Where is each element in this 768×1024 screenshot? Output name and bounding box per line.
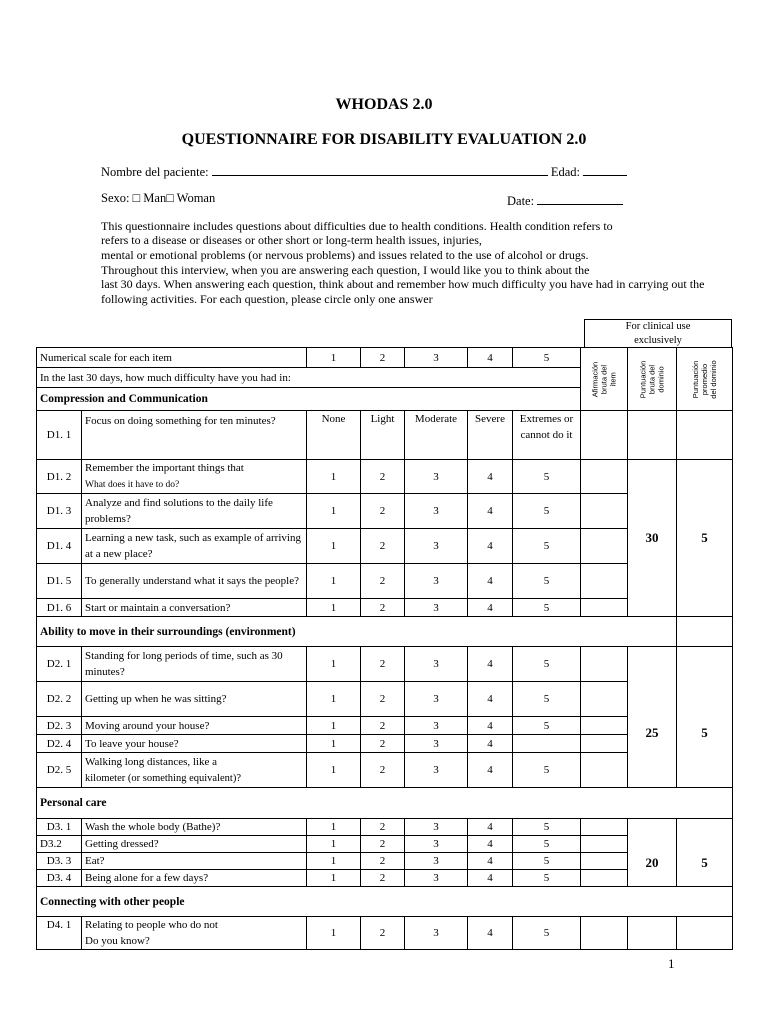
- option-5[interactable]: 5: [513, 647, 581, 682]
- clinical-col-raw-label: Puntuación bruta del dominio: [638, 360, 666, 398]
- section-spacer: [677, 617, 733, 647]
- option-4[interactable]: 4: [468, 460, 513, 494]
- patient-name-field[interactable]: [212, 164, 548, 176]
- item-code: D4. 1: [37, 917, 82, 950]
- avg-score-cell: [677, 411, 733, 460]
- option-1[interactable]: 1: [307, 599, 361, 617]
- table-row: [37, 460, 733, 494]
- item-score-cell[interactable]: [581, 599, 628, 617]
- option-3[interactable]: 3: [405, 853, 468, 870]
- option-4[interactable]: 4: [468, 494, 513, 529]
- option-4[interactable]: 4: [468, 647, 513, 682]
- section-title: Compression and Communication: [37, 388, 581, 411]
- raw-score-cell: [628, 411, 677, 460]
- option-3[interactable]: 3: [405, 494, 468, 529]
- item-text: Wash the whole body (Bathe)?: [82, 819, 307, 836]
- answer-label: None: [307, 411, 361, 460]
- option-5[interactable]: 5: [513, 753, 581, 788]
- sex-label: Sexo:: [101, 191, 130, 205]
- option-3[interactable]: 3: [405, 564, 468, 599]
- option-1[interactable]: 1: [307, 682, 361, 717]
- answer-label: Light: [361, 411, 405, 460]
- domain-raw-score: 30: [628, 460, 677, 617]
- option-5[interactable]: 5: [513, 717, 581, 735]
- whodas-table: [36, 347, 733, 950]
- intro-line: refers to a disease or diseases or other short or long-term health issues, injuries,: [101, 233, 482, 247]
- option-2[interactable]: 2: [361, 836, 405, 853]
- item-code: D1. 2: [37, 460, 82, 494]
- option-4[interactable]: 4: [468, 819, 513, 836]
- clinical-col-item-label: Afirmación bruta del ítem: [590, 361, 618, 397]
- option-2[interactable]: 2: [361, 735, 405, 753]
- table-row: [37, 819, 733, 836]
- clinical-col-avg: [677, 348, 733, 411]
- option-1[interactable]: 1: [307, 753, 361, 788]
- item-score-cell[interactable]: [581, 853, 628, 870]
- item-code: D1. 4: [37, 529, 82, 564]
- item-text: To generally understand what it says the people?: [82, 564, 307, 599]
- section-title: Ability to move in their surroundings (environment): [37, 617, 677, 647]
- scale-row: [37, 348, 733, 368]
- option-4[interactable]: 4: [468, 735, 513, 753]
- item-score-cell[interactable]: [581, 529, 628, 564]
- option-2[interactable]: 2: [361, 529, 405, 564]
- option-1[interactable]: 1: [307, 647, 361, 682]
- item-score-cell[interactable]: [581, 836, 628, 853]
- table-row: [37, 411, 733, 460]
- intro-line: Throughout this interview, when you are answering each question, I would like you to think about the: [101, 263, 590, 277]
- clinical-col-item: [581, 348, 628, 411]
- option-5[interactable]: 5: [513, 836, 581, 853]
- period-label: In the last 30 days, how much difficulty have you had in:: [37, 368, 581, 388]
- option-3[interactable]: 3: [405, 682, 468, 717]
- domain-raw-score: 25: [628, 647, 677, 788]
- sex-options[interactable]: □ Man□ Woman: [132, 191, 216, 205]
- option-3[interactable]: 3: [405, 599, 468, 617]
- item-code: D3. 4: [37, 870, 82, 887]
- option-1[interactable]: 1: [307, 853, 361, 870]
- item-text: Being alone for a few days?: [82, 870, 307, 887]
- item-text: Walking long distances, like a kilometer (or something equivalent)?: [82, 753, 307, 788]
- scale-value: 5: [513, 348, 581, 368]
- page-number: 1: [668, 956, 675, 971]
- clinical-use-header: [584, 319, 732, 348]
- option-2[interactable]: 2: [361, 819, 405, 836]
- item-code: D2. 2: [37, 682, 82, 717]
- option-2[interactable]: 2: [361, 717, 405, 735]
- item-score-cell[interactable]: [581, 647, 628, 682]
- option-2[interactable]: 2: [361, 460, 405, 494]
- option-2[interactable]: 2: [361, 647, 405, 682]
- option-1[interactable]: 1: [307, 529, 361, 564]
- item-code: D3.2: [37, 836, 82, 853]
- option-1[interactable]: 1: [307, 917, 361, 950]
- option-1[interactable]: 1: [307, 819, 361, 836]
- age-field[interactable]: [583, 164, 627, 176]
- option-5[interactable]: 5: [513, 682, 581, 717]
- item-text: Getting dressed?: [82, 836, 307, 853]
- age-label: Edad:: [550, 165, 581, 179]
- item-code: D3. 1: [37, 819, 82, 836]
- avg-score-cell: [677, 917, 733, 950]
- domain-raw-score: 20: [628, 819, 677, 887]
- option-5[interactable]: 5: [513, 917, 581, 950]
- option-2[interactable]: 2: [361, 753, 405, 788]
- item-text: Getting up when he was sitting?: [82, 682, 307, 717]
- option-4[interactable]: 4: [468, 870, 513, 887]
- item-code: D2. 4: [37, 735, 82, 753]
- option-5[interactable]: 5: [513, 599, 581, 617]
- item-text: Moving around your house?: [82, 717, 307, 735]
- item-score-cell[interactable]: [581, 870, 628, 887]
- option-4[interactable]: 4: [468, 529, 513, 564]
- option-4[interactable]: 4: [468, 564, 513, 599]
- option-4[interactable]: 4: [468, 717, 513, 735]
- section-header-row: [37, 617, 733, 647]
- raw-score-cell: [628, 917, 677, 950]
- option-5[interactable]: 5: [513, 819, 581, 836]
- intro-line: last 30 days. When answering each question, think about and remember how much difficulty you have had in carrying out the: [101, 277, 705, 291]
- date-row: [507, 193, 623, 209]
- option-2[interactable]: 2: [361, 564, 405, 599]
- item-code: D2. 1: [37, 647, 82, 682]
- option-5[interactable]: 5: [513, 853, 581, 870]
- item-score-cell[interactable]: [581, 735, 628, 753]
- option-2[interactable]: 2: [361, 599, 405, 617]
- option-5[interactable]: 5: [513, 564, 581, 599]
- sex-row: [101, 191, 215, 206]
- answer-label: Severe: [468, 411, 513, 460]
- option-5-empty[interactable]: [513, 735, 581, 753]
- option-3[interactable]: 3: [405, 917, 468, 950]
- domain-avg-score: 5: [677, 460, 733, 617]
- item-text: Eat?: [82, 853, 307, 870]
- answer-label: Extremes or cannot do it: [513, 411, 581, 460]
- item-score-cell[interactable]: [581, 494, 628, 529]
- date-label: Date:: [507, 194, 535, 208]
- option-3[interactable]: 3: [405, 735, 468, 753]
- answer-label: Moderate: [405, 411, 468, 460]
- item-text: Analyze and find solutions to the daily life problems?: [82, 494, 307, 529]
- patient-name-row: [101, 164, 627, 180]
- item-score-cell[interactable]: [581, 564, 628, 599]
- domain-avg-score: 5: [677, 819, 733, 887]
- table-row: [37, 647, 733, 682]
- option-2[interactable]: 2: [361, 870, 405, 887]
- option-3[interactable]: 3: [405, 836, 468, 853]
- document-subtitle: QUESTIONNAIRE FOR DISABILITY EVALUATION 2.0: [181, 131, 587, 148]
- item-score-cell[interactable]: [581, 917, 628, 950]
- scale-value: 4: [468, 348, 513, 368]
- section-header-row: [37, 887, 733, 917]
- item-code: D1. 1: [37, 411, 82, 460]
- option-3[interactable]: 3: [405, 753, 468, 788]
- clinical-col-avg-label: Puntuación promedio del dominio: [691, 359, 718, 399]
- item-score-cell[interactable]: [581, 460, 628, 494]
- item-code: D1. 3: [37, 494, 82, 529]
- option-5[interactable]: 5: [513, 529, 581, 564]
- scale-value: 2: [361, 348, 405, 368]
- item-text: Start or maintain a conversation?: [82, 599, 307, 617]
- option-3[interactable]: 3: [405, 460, 468, 494]
- item-score-cell[interactable]: [581, 753, 628, 788]
- option-4[interactable]: 4: [468, 682, 513, 717]
- item-text: Learning a new task, such as example of arriving at a new place?: [82, 529, 307, 564]
- patient-name-label: Nombre del paciente:: [101, 165, 209, 179]
- scale-value: 1: [307, 348, 361, 368]
- intro-line: mental or emotional problems (or nervous problems) and issues related to the use of alcohol or drugs.: [101, 248, 589, 262]
- option-1[interactable]: 1: [307, 460, 361, 494]
- item-text: Standing for long periods of time, such as 30 minutes?: [82, 647, 307, 682]
- section-title: Personal care: [37, 788, 733, 819]
- option-1[interactable]: 1: [307, 735, 361, 753]
- option-2[interactable]: 2: [361, 682, 405, 717]
- option-4[interactable]: 4: [468, 917, 513, 950]
- item-text: Remember the important things that What does it have to do?: [82, 460, 307, 494]
- section-title: Connecting with other people: [37, 887, 733, 917]
- document-title: WHODAS 2.0: [335, 96, 433, 113]
- option-4[interactable]: 4: [468, 753, 513, 788]
- item-score-cell[interactable]: [581, 717, 628, 735]
- option-2[interactable]: 2: [361, 853, 405, 870]
- option-4[interactable]: 4: [468, 836, 513, 853]
- option-3[interactable]: 3: [405, 819, 468, 836]
- scale-label: Numerical scale for each item: [37, 348, 307, 368]
- item-text: To leave your house?: [82, 735, 307, 753]
- option-3[interactable]: 3: [405, 717, 468, 735]
- option-4[interactable]: 4: [468, 599, 513, 617]
- item-score-cell[interactable]: [581, 819, 628, 836]
- scale-value: 3: [405, 348, 468, 368]
- option-4[interactable]: 4: [468, 853, 513, 870]
- option-1[interactable]: 1: [307, 494, 361, 529]
- item-code: D1. 6: [37, 599, 82, 617]
- domain-avg-score: 5: [677, 647, 733, 788]
- item-score-cell[interactable]: [581, 411, 628, 460]
- intro-line: following activities. For each question, please circle only one answer: [101, 292, 433, 306]
- option-5[interactable]: 5: [513, 870, 581, 887]
- item-code: D2. 5: [37, 753, 82, 788]
- item-code: D1. 5: [37, 564, 82, 599]
- option-1[interactable]: 1: [307, 870, 361, 887]
- table-row: [37, 917, 733, 950]
- option-1[interactable]: 1: [307, 836, 361, 853]
- date-field[interactable]: [537, 193, 623, 205]
- option-2[interactable]: 2: [361, 917, 405, 950]
- item-code: D2. 3: [37, 717, 82, 735]
- item-code: D3. 3: [37, 853, 82, 870]
- item-text: Focus on doing something for ten minutes?: [82, 411, 307, 460]
- option-1[interactable]: 1: [307, 717, 361, 735]
- option-3[interactable]: 3: [405, 529, 468, 564]
- item-text: Relating to people who do not Do you know?: [82, 917, 307, 950]
- option-5[interactable]: 5: [513, 460, 581, 494]
- option-3[interactable]: 3: [405, 647, 468, 682]
- option-3[interactable]: 3: [405, 870, 468, 887]
- option-2[interactable]: 2: [361, 494, 405, 529]
- option-5[interactable]: 5: [513, 494, 581, 529]
- option-1[interactable]: 1: [307, 564, 361, 599]
- clinical-use-label: For clinical use exclusively: [625, 321, 691, 346]
- item-score-cell[interactable]: [581, 682, 628, 717]
- section-header-row: [37, 788, 733, 819]
- clinical-col-raw: [628, 348, 677, 411]
- intro-line: This questionnaire includes questions about difficulties due to health conditions. Health condition refers to: [101, 219, 613, 233]
